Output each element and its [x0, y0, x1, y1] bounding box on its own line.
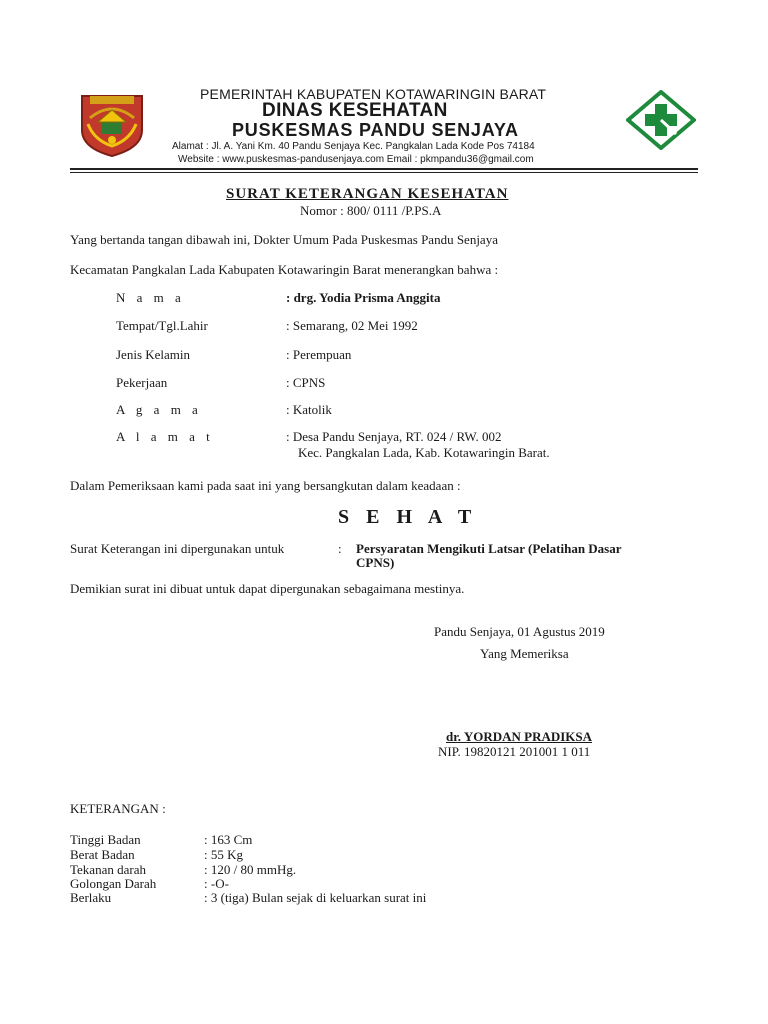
field-label-nama: N a m a — [116, 290, 185, 305]
closing-statement: Demikian surat ini dibuat untuk dapat dipergunakan sebagaimana mestinya. — [70, 581, 465, 596]
purpose-colon: : — [338, 541, 342, 556]
field-value-nama: : drg. Yodia Prisma Anggita — [286, 290, 441, 305]
intro-line-1: Yang bertanda tangan dibawah ini, Dokter Umum Pada Puskesmas Pandu Senjaya — [70, 232, 498, 247]
exam-statement: Dalam Pemeriksaan kami pada saat ini yang bersangkutan dalam keadaan : — [70, 478, 461, 493]
header-divider-thin — [70, 172, 698, 173]
field-label-address: A l a m a t — [116, 429, 214, 444]
field-value-gender: : Perempuan — [286, 347, 352, 362]
purpose-value-line-1: Persyaratan Mengikuti Latsar (Pelatihan Dasar — [356, 541, 622, 556]
field-label-religion: A g a m a — [116, 402, 202, 417]
field-value-address: : Desa Pandu Senjaya, RT. 024 / RW. 002 — [286, 429, 502, 444]
puskesmas-cross-logo — [626, 90, 696, 150]
header-divider — [70, 168, 698, 170]
doctor-name: dr. YORDAN PRADIKSA — [446, 729, 593, 744]
field-value-job: : CPNS — [286, 375, 326, 390]
field-value-address-line-2: Kec. Pangkalan Lada, Kab. Kotawaringin Barat. — [298, 445, 550, 460]
header-government: PEMERINTAH KABUPATEN KOTAWARINGIN BARAT — [200, 86, 547, 102]
header-address: Alamat : Jl. A. Yani Km. 40 Pandu Senjaya Kec. Pangkalan Lada Kode Pos 74184 — [172, 141, 535, 152]
field-value-religion: : Katolik — [286, 402, 332, 417]
header-puskesmas: PUSKESMAS PANDU SENJAYA — [232, 120, 519, 140]
ket-value-validity: : 3 (tiga) Bulan sejak di keluarkan surat ini — [204, 890, 427, 905]
doctor-nip: NIP. 19820121 201001 1 011 — [438, 744, 591, 759]
ket-label-weight: Berat Badan — [70, 847, 135, 862]
ket-label-validity: Berlaku — [70, 890, 112, 905]
purpose-value-line-2: CPNS) — [356, 555, 395, 570]
health-status: S E H A T — [338, 506, 478, 528]
ket-value-weight: : 55 Kg — [204, 847, 243, 862]
examiner-title: Yang Memeriksa — [480, 646, 569, 661]
document-title: SURAT KETERANGAN KESEHATAN — [226, 186, 509, 202]
ket-label-blood-pressure: Tekanan darah — [70, 862, 146, 877]
ket-value-height: : 163 Cm — [204, 832, 253, 847]
intro-line-2: Kecamatan Pangkalan Lada Kabupaten Kotawaringin Barat menerangkan bahwa : — [70, 262, 499, 277]
field-label-ttl: Tempat/Tgl.Lahir — [116, 318, 208, 333]
purpose-label: Surat Keterangan ini dipergunakan untuk — [70, 541, 285, 556]
document-number: Nomor : 800/ 0111 /P.PS.A — [300, 203, 442, 218]
regency-emblem-logo — [76, 90, 148, 158]
ket-value-blood-type: : -O- — [204, 876, 229, 891]
ket-value-blood-pressure: : 120 / 80 mmHg. — [204, 862, 297, 877]
header-website: Website : www.puskesmas-pandusenjaya.com Email : pkmpandu36@gmail.com — [178, 154, 534, 165]
field-label-job: Pekerjaan — [116, 375, 168, 390]
ket-label-blood-type: Golongan Darah — [70, 876, 157, 891]
field-value-ttl: : Semarang, 02 Mei 1992 — [286, 318, 418, 333]
keterangan-heading: KETERANGAN : — [70, 801, 166, 816]
field-label-gender: Jenis Kelamin — [116, 347, 191, 362]
place-date: Pandu Senjaya, 01 Agustus 2019 — [434, 624, 605, 639]
ket-label-height: Tinggi Badan — [70, 832, 141, 847]
header-department: DINAS KESEHATAN — [262, 100, 448, 121]
